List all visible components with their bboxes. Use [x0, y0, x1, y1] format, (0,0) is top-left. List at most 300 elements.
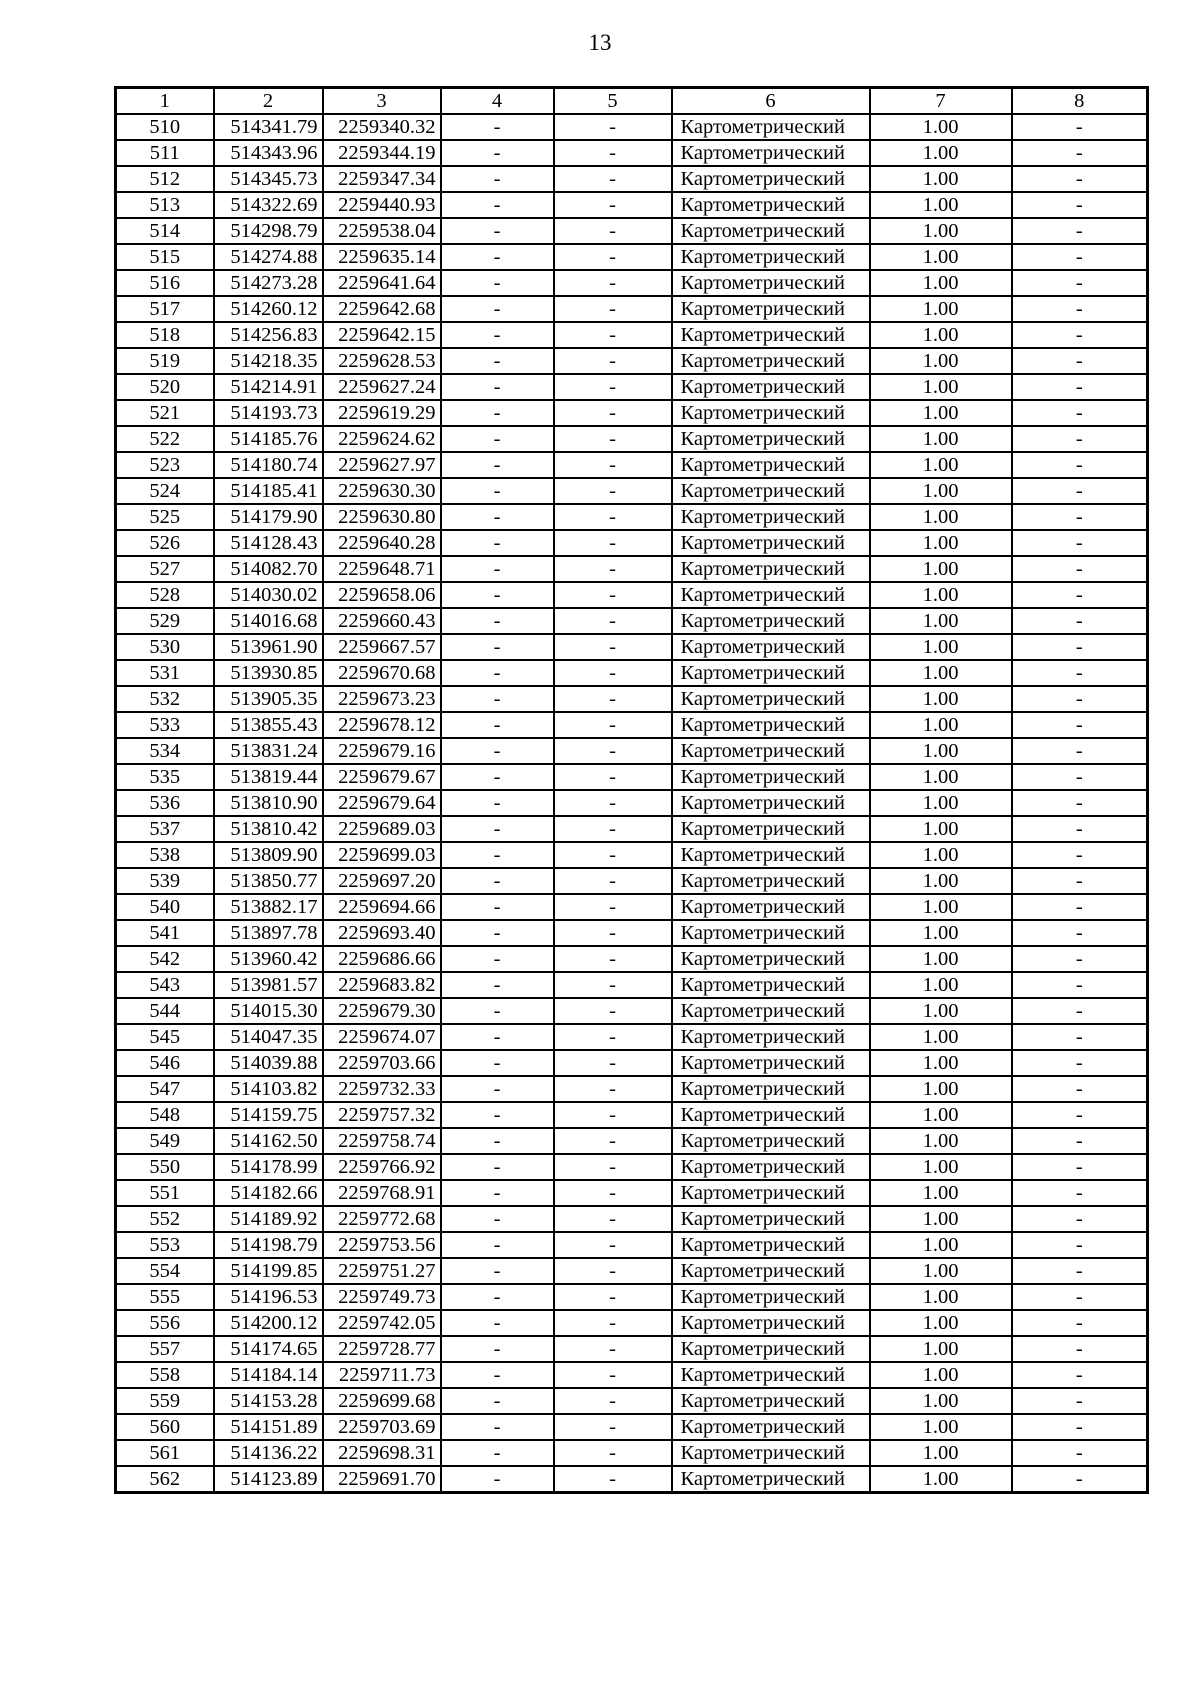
col-5-cell: - [554, 530, 672, 556]
table-row [116, 712, 1148, 738]
table-row [116, 998, 1148, 1024]
accuracy-cell: 1.00 [870, 1362, 1012, 1388]
point-number-cell: 556 [116, 1310, 214, 1336]
point-number-cell: 524 [116, 478, 214, 504]
method-cell: Картометрический [672, 1128, 870, 1154]
col-4-cell: - [441, 1102, 554, 1128]
col-4-cell: - [441, 634, 554, 660]
table-row [116, 1180, 1148, 1206]
column-header-2: 2 [214, 88, 323, 115]
col-5-cell: - [554, 1466, 672, 1493]
method-cell: Картометрический [672, 1232, 870, 1258]
col-8-cell: - [1012, 322, 1148, 348]
col-4-cell: - [441, 1050, 554, 1076]
method-cell: Картометрический [672, 1076, 870, 1102]
point-number-cell: 513 [116, 192, 214, 218]
col-4-cell: - [441, 946, 554, 972]
point-number-cell: 561 [116, 1440, 214, 1466]
method-cell: Картометрический [672, 166, 870, 192]
method-cell: Картометрический [672, 348, 870, 374]
coord-y-cell: 2259679.64 [323, 790, 441, 816]
table-row [116, 816, 1148, 842]
coord-x-cell: 514341.79 [214, 114, 323, 140]
col-4-cell: - [441, 660, 554, 686]
coord-y-cell: 2259674.07 [323, 1024, 441, 1050]
col-8-cell: - [1012, 1076, 1148, 1102]
col-5-cell: - [554, 322, 672, 348]
method-cell: Картометрический [672, 608, 870, 634]
accuracy-cell: 1.00 [870, 270, 1012, 296]
point-number-cell: 541 [116, 920, 214, 946]
col-4-cell: - [441, 608, 554, 634]
coord-x-cell: 513819.44 [214, 764, 323, 790]
col-5-cell: - [554, 1284, 672, 1310]
method-cell: Картометрический [672, 192, 870, 218]
method-cell: Картометрический [672, 1336, 870, 1362]
table-row [116, 296, 1148, 322]
col-4-cell: - [441, 790, 554, 816]
col-5-cell: - [554, 166, 672, 192]
coord-y-cell: 2259693.40 [323, 920, 441, 946]
accuracy-cell: 1.00 [870, 1466, 1012, 1493]
col-4-cell: - [441, 192, 554, 218]
point-number-cell: 539 [116, 868, 214, 894]
accuracy-cell: 1.00 [870, 1024, 1012, 1050]
coord-y-cell: 2259683.82 [323, 972, 441, 998]
accuracy-cell: 1.00 [870, 140, 1012, 166]
table-row [116, 166, 1148, 192]
table-row [116, 920, 1148, 946]
table-row [116, 1102, 1148, 1128]
accuracy-cell: 1.00 [870, 374, 1012, 400]
coord-x-cell: 514260.12 [214, 296, 323, 322]
method-cell: Картометрический [672, 1388, 870, 1414]
coord-y-cell: 2259742.05 [323, 1310, 441, 1336]
coord-y-cell: 2259628.53 [323, 348, 441, 374]
table-row [116, 1440, 1148, 1466]
method-cell: Картометрический [672, 816, 870, 842]
point-number-cell: 529 [116, 608, 214, 634]
coord-x-cell: 514047.35 [214, 1024, 323, 1050]
col-4-cell: - [441, 270, 554, 296]
accuracy-cell: 1.00 [870, 114, 1012, 140]
col-8-cell: - [1012, 1128, 1148, 1154]
col-8-cell: - [1012, 686, 1148, 712]
col-8-cell: - [1012, 634, 1148, 660]
col-5-cell: - [554, 1154, 672, 1180]
col-5-cell: - [554, 1310, 672, 1336]
coord-x-cell: 514182.66 [214, 1180, 323, 1206]
col-4-cell: - [441, 1310, 554, 1336]
point-number-cell: 523 [116, 452, 214, 478]
coord-y-cell: 2259640.28 [323, 530, 441, 556]
col-8-cell: - [1012, 738, 1148, 764]
table-row [116, 1050, 1148, 1076]
table-row [116, 530, 1148, 556]
col-5-cell: - [554, 764, 672, 790]
col-5-cell: - [554, 348, 672, 374]
col-5-cell: - [554, 1050, 672, 1076]
col-8-cell: - [1012, 1336, 1148, 1362]
col-5-cell: - [554, 1128, 672, 1154]
col-8-cell: - [1012, 1206, 1148, 1232]
method-cell: Картометрический [672, 1466, 870, 1493]
table-row [116, 1154, 1148, 1180]
table-row [116, 452, 1148, 478]
accuracy-cell: 1.00 [870, 1414, 1012, 1440]
coord-x-cell: 514198.79 [214, 1232, 323, 1258]
coord-y-cell: 2259766.92 [323, 1154, 441, 1180]
coord-x-cell: 514030.02 [214, 582, 323, 608]
col-8-cell: - [1012, 1180, 1148, 1206]
method-cell: Картометрический [672, 1362, 870, 1388]
accuracy-cell: 1.00 [870, 894, 1012, 920]
table-row [116, 556, 1148, 582]
coord-y-cell: 2259624.62 [323, 426, 441, 452]
coord-y-cell: 2259679.67 [323, 764, 441, 790]
table-row [116, 1362, 1148, 1388]
col-8-cell: - [1012, 790, 1148, 816]
method-cell: Картометрический [672, 530, 870, 556]
accuracy-cell: 1.00 [870, 1206, 1012, 1232]
method-cell: Картометрический [672, 712, 870, 738]
point-number-cell: 521 [116, 400, 214, 426]
table-row [116, 1310, 1148, 1336]
col-8-cell: - [1012, 946, 1148, 972]
coord-x-cell: 514136.22 [214, 1440, 323, 1466]
col-8-cell: - [1012, 842, 1148, 868]
coord-y-cell: 2259440.93 [323, 192, 441, 218]
table-row [116, 244, 1148, 270]
col-8-cell: - [1012, 1258, 1148, 1284]
coord-y-cell: 2259699.68 [323, 1388, 441, 1414]
point-number-cell: 533 [116, 712, 214, 738]
coord-x-cell: 513961.90 [214, 634, 323, 660]
coord-y-cell: 2259344.19 [323, 140, 441, 166]
coord-y-cell: 2259642.68 [323, 296, 441, 322]
method-cell: Картометрический [672, 686, 870, 712]
method-cell: Картометрический [672, 1024, 870, 1050]
col-8-cell: - [1012, 894, 1148, 920]
col-8-cell: - [1012, 374, 1148, 400]
col-4-cell: - [441, 764, 554, 790]
col-8-cell: - [1012, 764, 1148, 790]
col-8-cell: - [1012, 1154, 1148, 1180]
col-4-cell: - [441, 1024, 554, 1050]
col-4-cell: - [441, 140, 554, 166]
coord-x-cell: 513960.42 [214, 946, 323, 972]
point-number-cell: 511 [116, 140, 214, 166]
coord-x-cell: 514178.99 [214, 1154, 323, 1180]
coord-x-cell: 513810.42 [214, 816, 323, 842]
point-number-cell: 534 [116, 738, 214, 764]
method-cell: Картометрический [672, 556, 870, 582]
coord-x-cell: 514103.82 [214, 1076, 323, 1102]
accuracy-cell: 1.00 [870, 1440, 1012, 1466]
method-cell: Картометрический [672, 894, 870, 920]
col-4-cell: - [441, 582, 554, 608]
table-row [116, 972, 1148, 998]
accuracy-cell: 1.00 [870, 1128, 1012, 1154]
accuracy-cell: 1.00 [870, 1336, 1012, 1362]
point-number-cell: 535 [116, 764, 214, 790]
coord-x-cell: 514343.96 [214, 140, 323, 166]
table-row [116, 790, 1148, 816]
table-row [116, 894, 1148, 920]
col-4-cell: - [441, 244, 554, 270]
table-row [116, 1128, 1148, 1154]
col-5-cell: - [554, 1024, 672, 1050]
col-8-cell: - [1012, 1388, 1148, 1414]
point-number-cell: 515 [116, 244, 214, 270]
col-4-cell: - [441, 1232, 554, 1258]
col-8-cell: - [1012, 1362, 1148, 1388]
col-8-cell: - [1012, 1414, 1148, 1440]
coord-y-cell: 2259347.34 [323, 166, 441, 192]
table-row [116, 478, 1148, 504]
accuracy-cell: 1.00 [870, 1284, 1012, 1310]
col-5-cell: - [554, 374, 672, 400]
point-number-cell: 549 [116, 1128, 214, 1154]
accuracy-cell: 1.00 [870, 712, 1012, 738]
table-row [116, 192, 1148, 218]
accuracy-cell: 1.00 [870, 1102, 1012, 1128]
col-8-cell: - [1012, 608, 1148, 634]
col-5-cell: - [554, 686, 672, 712]
method-cell: Картометрический [672, 1206, 870, 1232]
coord-x-cell: 514184.14 [214, 1362, 323, 1388]
method-cell: Картометрический [672, 478, 870, 504]
table-row [116, 1076, 1148, 1102]
point-number-cell: 510 [116, 114, 214, 140]
column-header-8: 8 [1012, 88, 1148, 115]
coord-x-cell: 513905.35 [214, 686, 323, 712]
col-5-cell: - [554, 1362, 672, 1388]
table-row [116, 322, 1148, 348]
method-cell: Картометрический [672, 660, 870, 686]
coord-y-cell: 2259703.69 [323, 1414, 441, 1440]
col-4-cell: - [441, 166, 554, 192]
method-cell: Картометрический [672, 868, 870, 894]
table-row [116, 1258, 1148, 1284]
method-cell: Картометрический [672, 1284, 870, 1310]
col-5-cell: - [554, 1336, 672, 1362]
coord-x-cell: 514185.76 [214, 426, 323, 452]
col-8-cell: - [1012, 1284, 1148, 1310]
col-5-cell: - [554, 790, 672, 816]
accuracy-cell: 1.00 [870, 764, 1012, 790]
col-8-cell: - [1012, 348, 1148, 374]
col-8-cell: - [1012, 218, 1148, 244]
coord-y-cell: 2259679.30 [323, 998, 441, 1024]
method-cell: Картометрический [672, 114, 870, 140]
coord-y-cell: 2259642.15 [323, 322, 441, 348]
col-4-cell: - [441, 1414, 554, 1440]
coord-y-cell: 2259658.06 [323, 582, 441, 608]
col-4-cell: - [441, 1154, 554, 1180]
accuracy-cell: 1.00 [870, 1076, 1012, 1102]
coord-x-cell: 514123.89 [214, 1466, 323, 1493]
col-4-cell: - [441, 1466, 554, 1493]
col-5-cell: - [554, 114, 672, 140]
column-header-3: 3 [323, 88, 441, 115]
table-row [116, 348, 1148, 374]
accuracy-cell: 1.00 [870, 478, 1012, 504]
point-number-cell: 548 [116, 1102, 214, 1128]
column-header-1: 1 [116, 88, 214, 115]
coord-x-cell: 513930.85 [214, 660, 323, 686]
coord-x-cell: 514016.68 [214, 608, 323, 634]
column-header-7: 7 [870, 88, 1012, 115]
column-header-5: 5 [554, 88, 672, 115]
coord-y-cell: 2259686.66 [323, 946, 441, 972]
col-4-cell: - [441, 1206, 554, 1232]
coord-y-cell: 2259699.03 [323, 842, 441, 868]
col-4-cell: - [441, 1336, 554, 1362]
table-row [116, 1232, 1148, 1258]
col-5-cell: - [554, 894, 672, 920]
coord-y-cell: 2259670.68 [323, 660, 441, 686]
col-5-cell: - [554, 556, 672, 582]
table-row [116, 218, 1148, 244]
col-8-cell: - [1012, 660, 1148, 686]
point-number-cell: 520 [116, 374, 214, 400]
point-number-cell: 525 [116, 504, 214, 530]
coord-y-cell: 2259757.32 [323, 1102, 441, 1128]
col-8-cell: - [1012, 530, 1148, 556]
point-number-cell: 536 [116, 790, 214, 816]
coord-x-cell: 514162.50 [214, 1128, 323, 1154]
col-5-cell: - [554, 660, 672, 686]
point-number-cell: 544 [116, 998, 214, 1024]
col-8-cell: - [1012, 114, 1148, 140]
col-4-cell: - [441, 842, 554, 868]
col-4-cell: - [441, 686, 554, 712]
point-number-cell: 546 [116, 1050, 214, 1076]
coord-y-cell: 2259673.23 [323, 686, 441, 712]
column-header-6: 6 [672, 88, 870, 115]
method-cell: Картометрический [672, 1310, 870, 1336]
table-row [116, 374, 1148, 400]
coord-x-cell: 513809.90 [214, 842, 323, 868]
method-cell: Картометрический [672, 1154, 870, 1180]
coord-x-cell: 513981.57 [214, 972, 323, 998]
col-8-cell: - [1012, 1232, 1148, 1258]
col-4-cell: - [441, 452, 554, 478]
table-row [116, 140, 1148, 166]
table-row [116, 660, 1148, 686]
coordinates-table [114, 86, 1149, 1494]
col-8-cell: - [1012, 426, 1148, 452]
coord-y-cell: 2259768.91 [323, 1180, 441, 1206]
coord-x-cell: 514151.89 [214, 1414, 323, 1440]
method-cell: Картометрический [672, 1180, 870, 1206]
table-row [116, 1024, 1148, 1050]
col-5-cell: - [554, 1180, 672, 1206]
col-5-cell: - [554, 270, 672, 296]
col-4-cell: - [441, 1076, 554, 1102]
col-5-cell: - [554, 1258, 672, 1284]
accuracy-cell: 1.00 [870, 738, 1012, 764]
point-number-cell: 538 [116, 842, 214, 868]
coord-y-cell: 2259538.04 [323, 218, 441, 244]
table-row [116, 426, 1148, 452]
method-cell: Картометрический [672, 634, 870, 660]
col-5-cell: - [554, 972, 672, 998]
method-cell: Картометрический [672, 452, 870, 478]
col-8-cell: - [1012, 192, 1148, 218]
coord-x-cell: 514199.85 [214, 1258, 323, 1284]
table-row [116, 400, 1148, 426]
method-cell: Картометрический [672, 582, 870, 608]
accuracy-cell: 1.00 [870, 218, 1012, 244]
accuracy-cell: 1.00 [870, 660, 1012, 686]
point-number-cell: 518 [116, 322, 214, 348]
table-row [116, 1206, 1148, 1232]
point-number-cell: 545 [116, 1024, 214, 1050]
coord-x-cell: 514256.83 [214, 322, 323, 348]
coord-y-cell: 2259689.03 [323, 816, 441, 842]
point-number-cell: 517 [116, 296, 214, 322]
accuracy-cell: 1.00 [870, 686, 1012, 712]
col-4-cell: - [441, 322, 554, 348]
accuracy-cell: 1.00 [870, 582, 1012, 608]
col-4-cell: - [441, 816, 554, 842]
accuracy-cell: 1.00 [870, 634, 1012, 660]
table-row [116, 868, 1148, 894]
col-5-cell: - [554, 1440, 672, 1466]
accuracy-cell: 1.00 [870, 244, 1012, 270]
coord-y-cell: 2259711.73 [323, 1362, 441, 1388]
method-cell: Картометрический [672, 218, 870, 244]
accuracy-cell: 1.00 [870, 1258, 1012, 1284]
col-4-cell: - [441, 1388, 554, 1414]
point-number-cell: 551 [116, 1180, 214, 1206]
col-4-cell: - [441, 712, 554, 738]
table-row [116, 946, 1148, 972]
accuracy-cell: 1.00 [870, 608, 1012, 634]
method-cell: Картометрический [672, 374, 870, 400]
coordinates-table-container [114, 86, 1149, 1494]
point-number-cell: 550 [116, 1154, 214, 1180]
col-4-cell: - [441, 738, 554, 764]
method-cell: Картометрический [672, 842, 870, 868]
table-row [116, 1466, 1148, 1493]
table-row [116, 608, 1148, 634]
col-8-cell: - [1012, 556, 1148, 582]
accuracy-cell: 1.00 [870, 192, 1012, 218]
col-4-cell: - [441, 1258, 554, 1284]
col-4-cell: - [441, 1284, 554, 1310]
table-row [116, 764, 1148, 790]
table-row [116, 1414, 1148, 1440]
accuracy-cell: 1.00 [870, 400, 1012, 426]
table-row [116, 686, 1148, 712]
accuracy-cell: 1.00 [870, 972, 1012, 998]
table-row [116, 270, 1148, 296]
accuracy-cell: 1.00 [870, 1232, 1012, 1258]
method-cell: Картометрический [672, 1440, 870, 1466]
point-number-cell: 543 [116, 972, 214, 998]
header-row [116, 88, 1148, 115]
point-number-cell: 559 [116, 1388, 214, 1414]
method-cell: Картометрический [672, 140, 870, 166]
col-5-cell: - [554, 712, 672, 738]
col-5-cell: - [554, 634, 672, 660]
coord-y-cell: 2259728.77 [323, 1336, 441, 1362]
col-5-cell: - [554, 582, 672, 608]
coord-x-cell: 514128.43 [214, 530, 323, 556]
